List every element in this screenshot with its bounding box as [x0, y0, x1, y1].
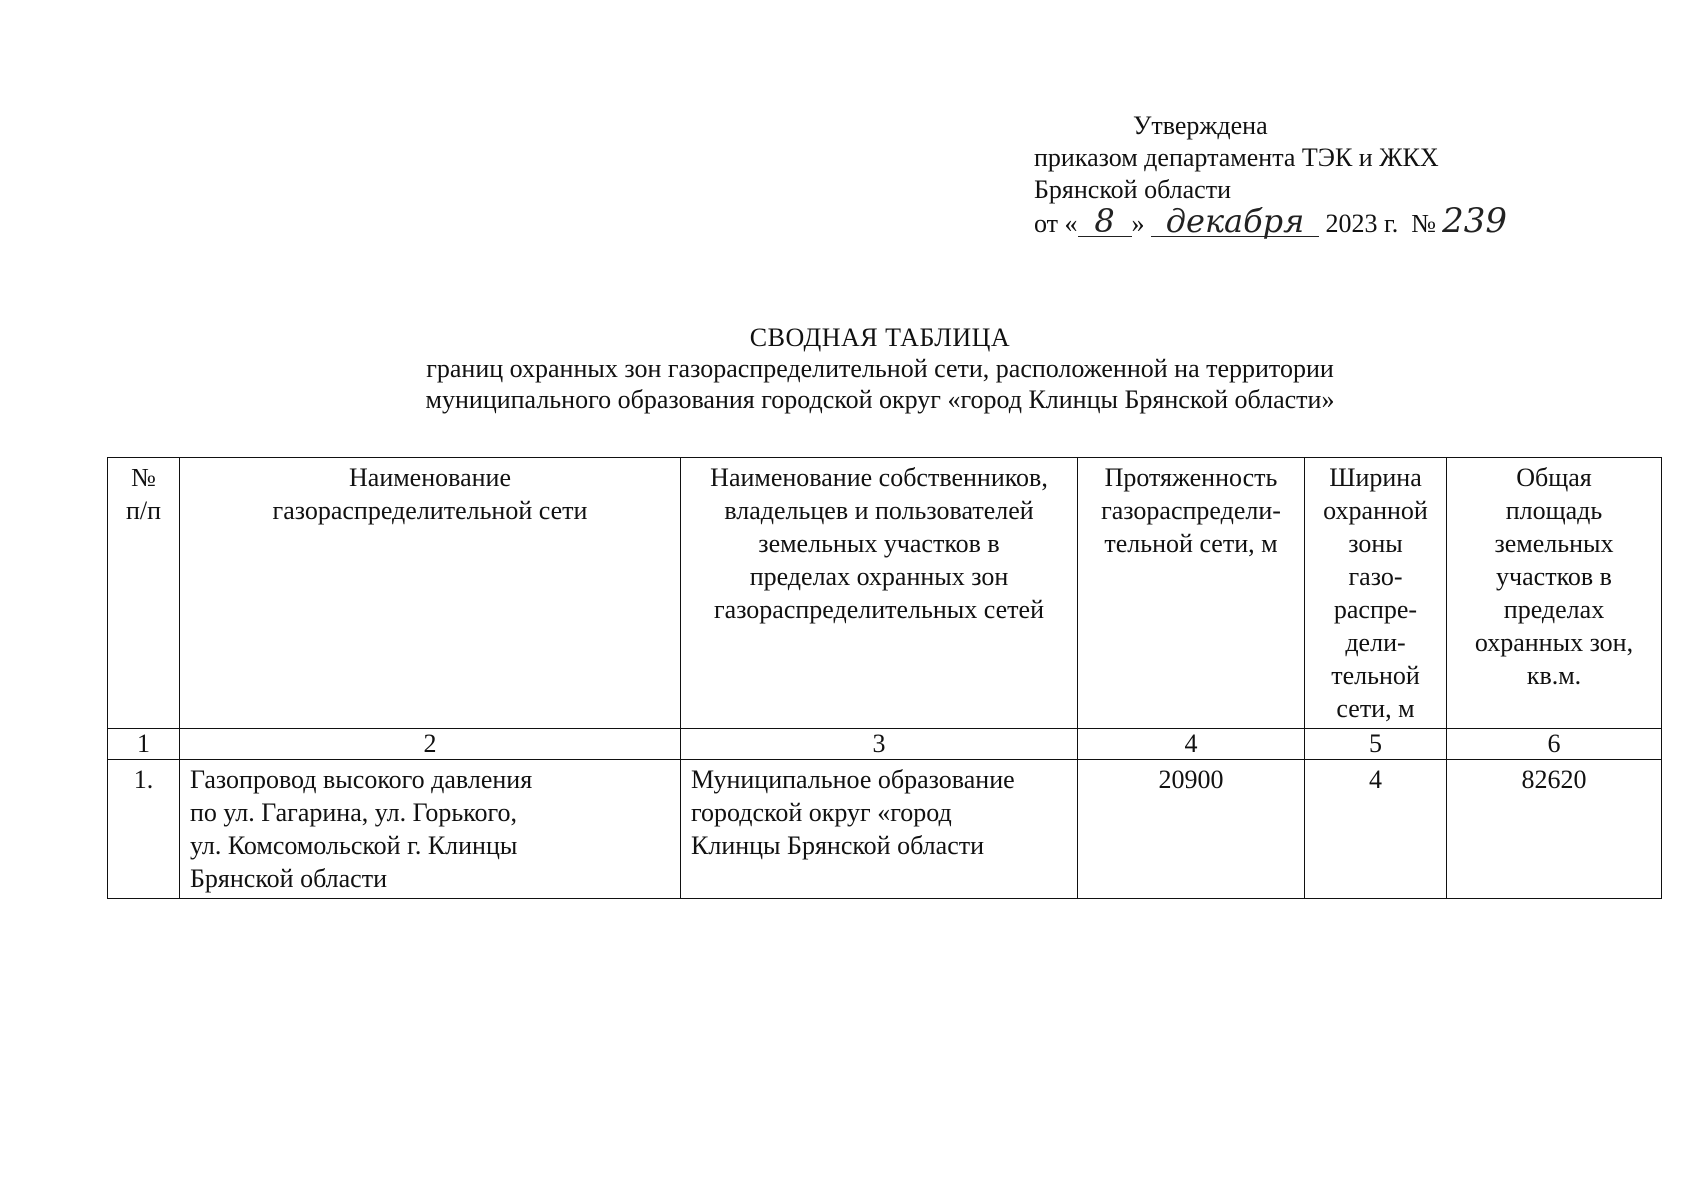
- column-number: 5: [1305, 729, 1447, 760]
- column-number-row: [108, 729, 1662, 760]
- approval-block: [1034, 110, 1507, 240]
- table-header-row: [108, 458, 1662, 729]
- document-heading: [0, 322, 1696, 415]
- header-network-name: Наименование газораспределительной сети: [180, 458, 681, 729]
- summary-table: [107, 457, 1662, 899]
- number-label: №: [1411, 209, 1437, 238]
- handwritten-day: 8: [1078, 206, 1132, 237]
- handwritten-month: декабря: [1151, 206, 1319, 237]
- row-zone-width: 4: [1305, 760, 1447, 899]
- column-number: 4: [1078, 729, 1305, 760]
- date-prefix: от «: [1034, 209, 1078, 238]
- row-length: 20900: [1078, 760, 1305, 899]
- handwritten-number: 239: [1442, 201, 1507, 241]
- approval-line-2: Брянской области: [1034, 175, 1231, 204]
- row-network-name: Газопровод высокого давления по ул. Гагарина, ул. Горького, ул. Комсомольской г. Клинцы Брянской области: [180, 760, 681, 899]
- column-number: 1: [108, 729, 180, 760]
- header-zone-width: Ширина охранной зоны газо- распре- дели- тельной сети, м: [1305, 458, 1447, 729]
- date-mid: »: [1131, 209, 1145, 238]
- column-number: 2: [180, 729, 681, 760]
- approval-date-line: [1034, 201, 1507, 241]
- date-year: 2023 г.: [1325, 209, 1399, 238]
- header-total-area: Общая площадь земельных участков в пределах охранных зон, кв.м.: [1447, 458, 1662, 729]
- table-row: [108, 760, 1662, 899]
- row-owner: Муниципальное образование городской округ «город Клинцы Брянской области: [681, 760, 1078, 899]
- header-length: Протяженность газораспредели- тельной сети, м: [1078, 458, 1305, 729]
- header-owners: Наименование собственников, владельцев и пользователей земельных участков в пределах охранных зон газораспределительных сетей: [681, 458, 1078, 729]
- row-number: 1.: [108, 760, 180, 899]
- row-total-area: 82620: [1447, 760, 1662, 899]
- approval-title: Утверждена: [1133, 111, 1268, 140]
- column-number: 3: [681, 729, 1078, 760]
- column-number: 6: [1447, 729, 1662, 760]
- approval-line-1: приказом департамента ТЭК и ЖКХ: [1034, 143, 1439, 172]
- heading-subtitle-1: границ охранных зон газораспределительной сети, расположенной на территории: [426, 354, 1334, 383]
- heading-subtitle-2: муниципального образования городской округ «город Клинцы Брянской области»: [425, 385, 1335, 414]
- header-number: № п/п: [108, 458, 180, 729]
- heading-title: СВОДНАЯ ТАБЛИЦА: [749, 323, 1011, 352]
